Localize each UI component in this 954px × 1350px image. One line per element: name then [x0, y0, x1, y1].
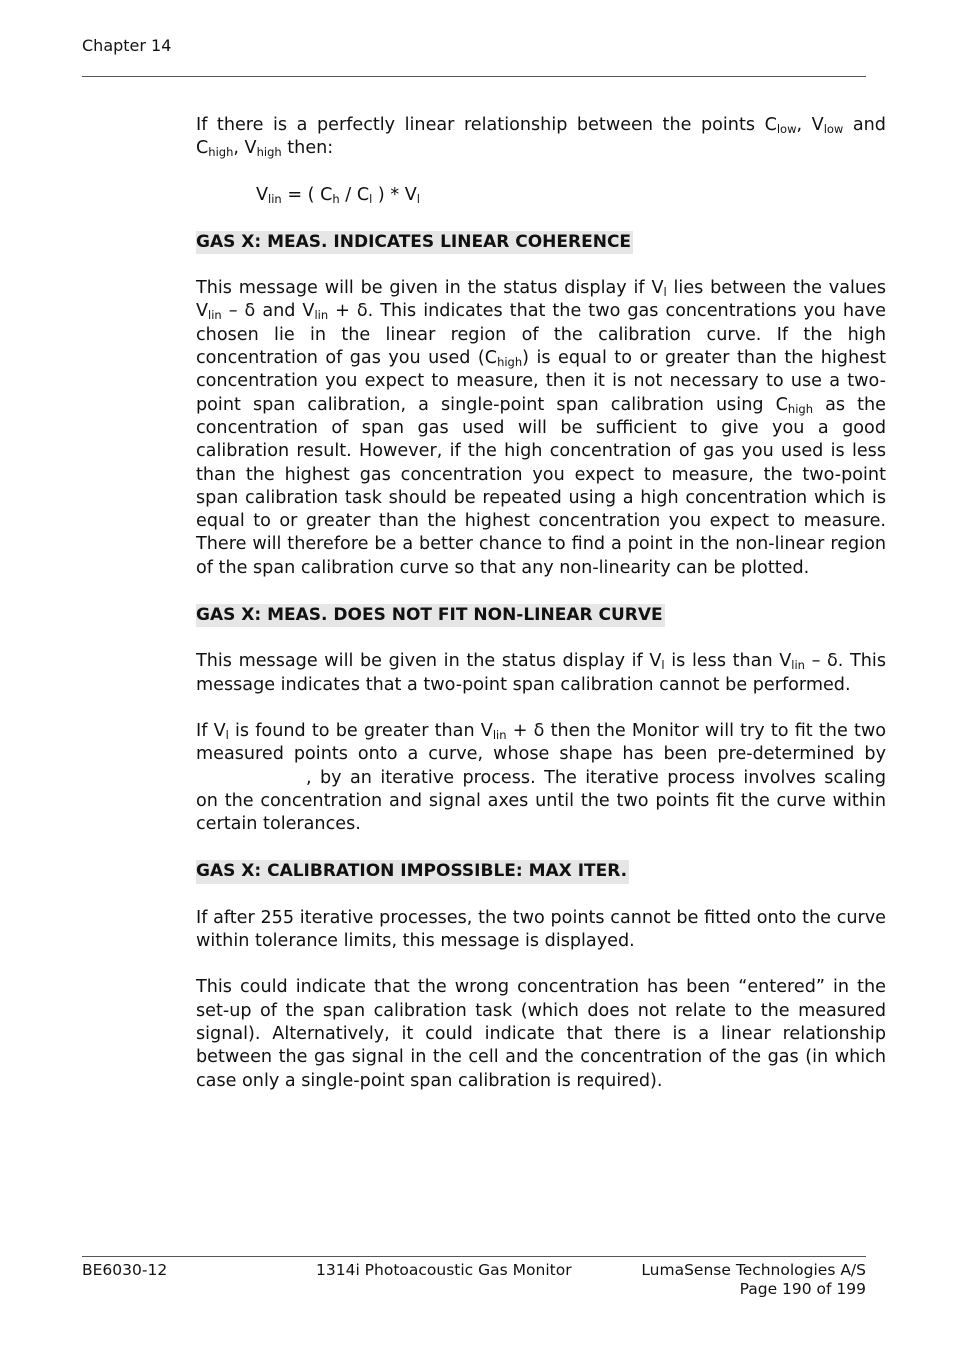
chapter-label: Chapter 14	[82, 36, 172, 55]
max-iter-paragraph-2: This could indicate that the wrong concentration has been “entered” in the set-up of the span calibration task (which does not relate to the measured signal). Alternatively, it could indicate that there is a linear relationship between the gas signal in the cell and the concentration of the gas (in which case only a single-point span calibration is required).	[196, 977, 886, 1091]
non-linear-paragraph-1: This message will be given in the status display if $V_l$ is less than $V_{lin}$ – δ. This message indicates that a two-point span calibration cannot be performed.	[196, 651, 886, 695]
linearity-formula: $V_{lin}$ = ( $C_h / C_l$ ) * $V_l$	[256, 184, 420, 206]
page-body	[196, 114, 886, 1093]
doc-code: BE6030-12	[82, 1261, 168, 1279]
section-heading-max-iter: GAS X: CALIBRATION IMPOSSIBLE: MAX ITER.	[196, 860, 629, 883]
non-linear-paragraph-2: If $V_l$ is found to be greater than $V_{lin} + \delta$ then the Monitor will try to fit the two measured points onto a curve, whose shape has been pre-determined by, by an iterative process. The iterative process involves scaling on the concentration and signal axes until the two points fit the curve within certain tolerances.	[196, 720, 887, 835]
intro-paragraph: If there is a perfectly linear relationship between the points $C_{low}$, $V_{low}$ and $C_{high}$, $V_{high}$ then:	[196, 115, 886, 160]
page-number: Page 190 of 199	[739, 1280, 866, 1298]
section-heading-linear-coherence: GAS X: MEAS. INDICATES LINEAR COHERENCE	[196, 231, 633, 254]
header-rule	[82, 76, 866, 77]
linear-coherence-paragraph: This message will be given in the status display if $V_l$ lies between the values $V_{lin}$ – δ and $V_{lin} + \delta$. This indicates that the two gas concentrations you have chosen lie in the linear region of the calibration curve. If the high concentration of gas you used $(C_{high})$ is equal to or greater than the highest concentration you expect to measure, then it is not necessary to use a two-point span calibration, a single-point span calibration using $C_{high}$ as the concentration of span gas used will be sufficient to give you a good calibration result. However, if the high concentration of gas you used is less than the highest gas concentration you expect to measure, the two-point span calibration task should be repeated using a high concentration which is equal to or greater than the highest concentration you expect to measure. There will therefore be a better chance to find a point in the non-linear region of the span calibration curve so that any non-linearity can be plotted.	[196, 278, 887, 578]
company-name: LumaSense Technologies A/S	[641, 1261, 866, 1279]
footer-rule	[82, 1256, 866, 1257]
product-name: 1314i Photoacoustic Gas Monitor	[316, 1261, 572, 1279]
section-heading-non-linear-curve: GAS X: MEAS. DOES NOT FIT NON-LINEAR CURVE	[196, 604, 665, 627]
max-iter-paragraph-1: If after 255 iterative processes, the two points cannot be fitted onto the curve within tolerance limits, this message is displayed.	[196, 907, 886, 952]
footer-right	[641, 1261, 866, 1299]
